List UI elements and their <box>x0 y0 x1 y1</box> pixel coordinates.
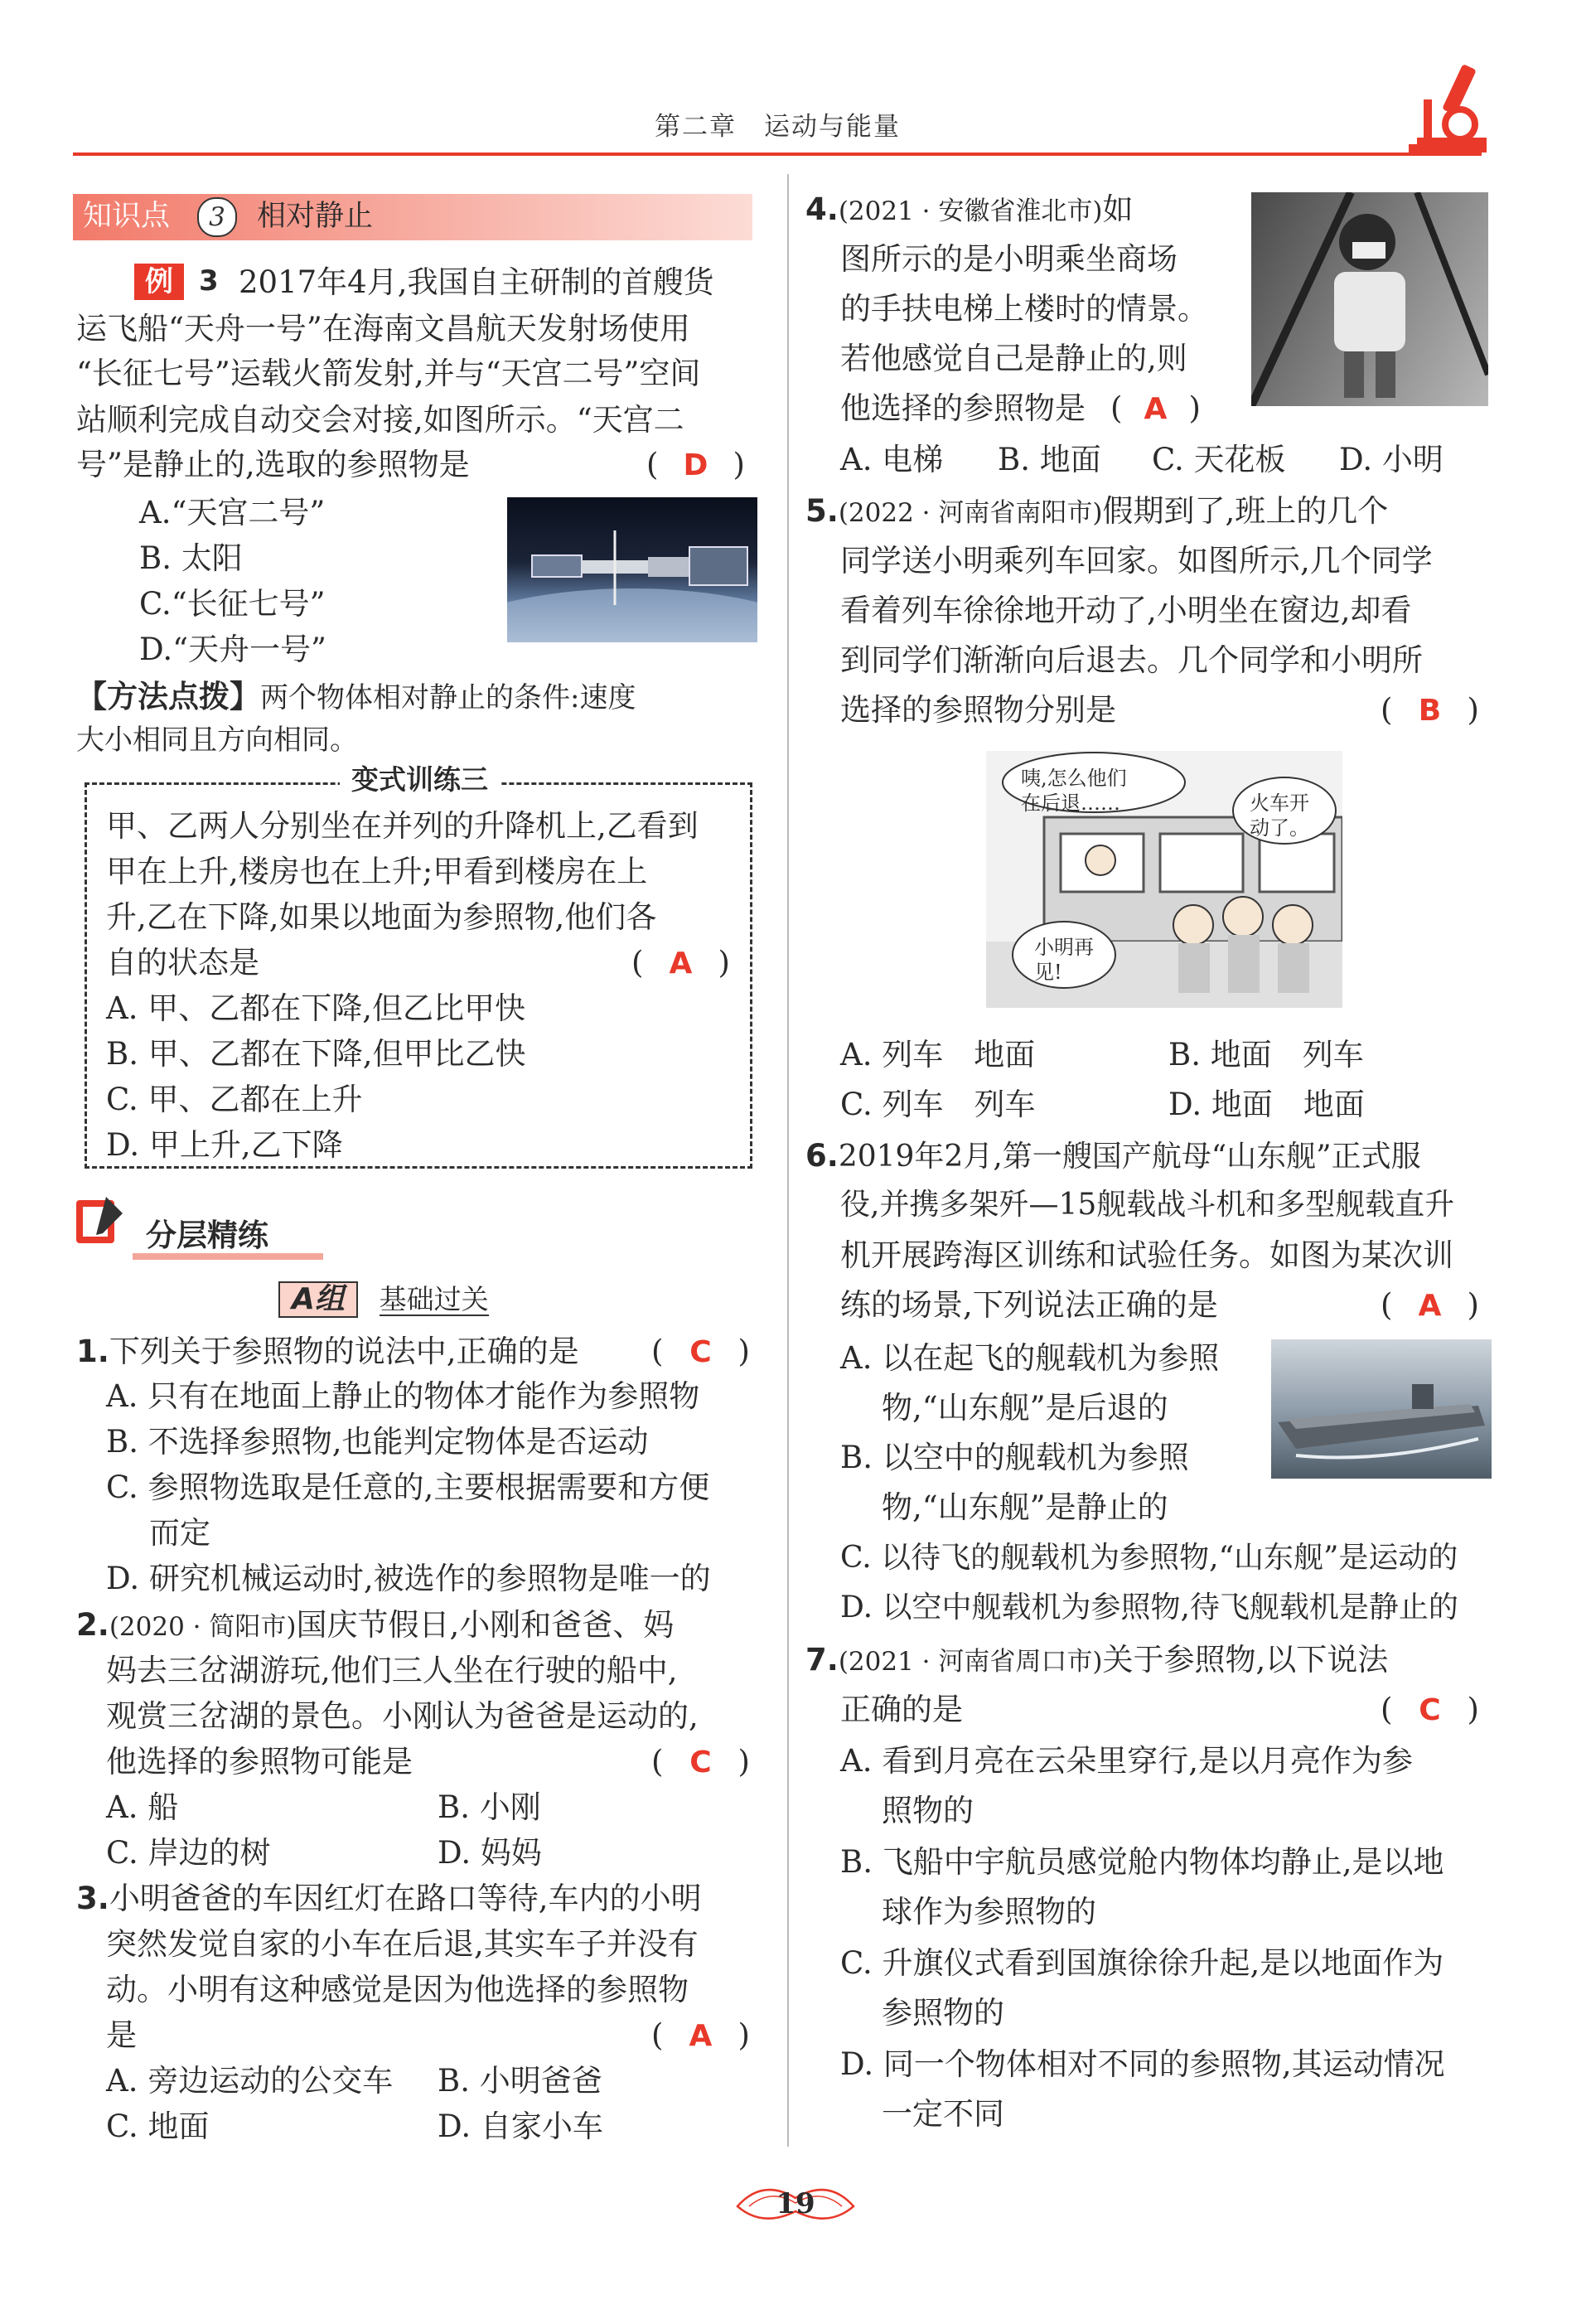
answer-slot: ( A ) <box>631 945 730 980</box>
question-stem: 关于参照物,以下说法 <box>1102 1642 1389 1678</box>
question-line: 机开展跨海区训练和试验任务。如图为某次训 <box>840 1237 1453 1273</box>
question-4 <box>805 191 1134 227</box>
answer-value: A <box>689 2019 713 2053</box>
example-badge: 例 <box>134 264 184 300</box>
escalator-photo <box>1251 192 1488 406</box>
method-tip <box>76 681 636 712</box>
question-line: 妈去三岔湖游玩,他们三人坐在行驶的船中, <box>106 1653 678 1688</box>
speech-bubble <box>1250 791 1309 840</box>
question-stem: 下列关于参照物的说法中,正确的是 <box>109 1334 579 1369</box>
space-station-photo <box>507 497 757 642</box>
question-source: (2022 · 河南省南阳市) <box>838 498 1103 528</box>
option-b: B. 太阳 <box>139 540 243 576</box>
option-d: D. 小明 <box>1339 442 1444 477</box>
answer-slot: ( A ) <box>1381 1287 1479 1323</box>
speech-bubble <box>1034 935 1094 985</box>
speech-text: 咦,怎么他们 <box>1021 767 1127 790</box>
example-line: 运飞船“天舟一号”在海南文昌航天发射场使用 <box>76 311 690 346</box>
question-stem: 假期到了,班上的几个 <box>1102 493 1389 529</box>
question-6 <box>805 1140 1421 1172</box>
page-footer <box>721 2173 870 2231</box>
question-5 <box>805 493 1389 529</box>
variant-line: 甲在上升,楼房也在上升;甲看到楼房在上 <box>106 854 648 889</box>
option-a: A. 只有在地面上静止的物体才能作为参照物 <box>106 1378 700 1414</box>
column-divider <box>787 174 789 2147</box>
option-c: C. 以待飞的舰载机为参照物,“山东舰”是运动的 <box>840 1541 1458 1575</box>
question-line: 同学送小明乘列车回家。如图所示,几个同学 <box>840 543 1433 579</box>
question-number: 7. <box>805 1642 839 1678</box>
question-source: (2021 · 河南省周口市) <box>838 1647 1103 1677</box>
speech-text: 火车开 <box>1250 792 1309 815</box>
option-d-cont: 一定不同 <box>882 2096 1004 2132</box>
question-line: 练的场景,下列说法正确的是 <box>840 1287 1218 1323</box>
question-number: 2. <box>76 1607 109 1643</box>
option-d: D. 甲上升,乙下降 <box>106 1127 343 1163</box>
question-3 <box>76 1883 702 1914</box>
option-b: B. 甲、乙都在下降,但甲比乙快 <box>106 1036 526 1072</box>
question-7 <box>805 1642 1389 1678</box>
question-number: 4. <box>805 191 839 227</box>
option-b: B. 小刚 <box>438 1789 541 1825</box>
option-c: C.“长征七号” <box>139 586 326 622</box>
example-line: “长征七号”运载火箭发射,并与“天宫二号”空间 <box>76 356 701 391</box>
speech-text: 在后退…… <box>1021 792 1120 815</box>
question-line: 选择的参照物分别是 <box>840 692 1116 728</box>
option-c: C. 甲、乙都在上升 <box>106 1082 363 1117</box>
example-line: 号”是静止的,选取的参照物是 <box>76 447 470 482</box>
option-d: D. 以空中舰载机为参照物,待飞舰载机是静止的 <box>840 1590 1458 1624</box>
option-b: B. 不选择参照物,也能判定物体是否运动 <box>106 1424 649 1460</box>
question-line: 的手扶电梯上楼时的情景。 <box>840 291 1208 327</box>
answer-value: C <box>1419 1693 1441 1727</box>
answer-slot: ( A ) <box>651 2017 750 2053</box>
question-1 <box>76 1336 579 1367</box>
answer-value: A <box>669 947 693 980</box>
question-source: (2021 · 安徽省淮北市) <box>838 196 1103 226</box>
question-line: 若他感觉自己是静止的,则 <box>840 341 1187 376</box>
right-column <box>796 0 1591 2155</box>
group-label <box>278 1281 544 1319</box>
answer-value: B <box>1418 694 1442 728</box>
question-line: 他选择的参照物可能是 <box>106 1744 413 1779</box>
option-d: D. 妈妈 <box>438 1835 542 1871</box>
speech-bubble <box>1021 766 1127 816</box>
answer-value: C <box>689 1335 712 1369</box>
option-c: C. 列车 列车 <box>840 1087 1036 1122</box>
question-line: 观赏三岔湖的景色。小刚认为爸爸是运动的, <box>106 1698 699 1734</box>
section-title: 相对静止 <box>257 200 374 233</box>
option-c: C. 地面 <box>106 2109 210 2144</box>
practice-title: 分层精练 <box>146 1218 268 1253</box>
variant-title: 变式训练三 <box>340 766 500 793</box>
option-c: C. 升旗仪式看到国旗徐徐升起,是以地面作为 <box>840 1945 1444 1981</box>
answer-value: D <box>683 448 708 482</box>
speech-text: 小明再 <box>1034 936 1094 959</box>
variant-line: 甲、乙两人分别坐在并列的升降机上,乙看到 <box>106 808 699 844</box>
option-b: B. 地面 <box>998 442 1101 477</box>
option-c: C. 岸边的树 <box>106 1835 271 1871</box>
option-a: A. 旁边运动的公交车 <box>106 2063 394 2099</box>
question-number: 1. <box>76 1334 109 1369</box>
answer-slot: ( C ) <box>651 1334 750 1369</box>
question-number: 5. <box>805 493 839 529</box>
option-d: D. 同一个物体相对不同的参照物,其运动情况 <box>840 2046 1445 2082</box>
example-number: 3 <box>199 264 219 298</box>
question-stem: 小明爸爸的车因红灯在路口等待,车内的小明 <box>109 1881 702 1916</box>
section-number-badge: 3 <box>197 197 237 237</box>
option-a-cont: 物,“山东舰”是后退的 <box>882 1390 1168 1426</box>
practice-icon <box>73 1193 126 1248</box>
option-a: A. 看到月亮在云朵里穿行,是以月亮作为参 <box>840 1743 1414 1779</box>
question-line: 看着列车徐徐地开动了,小明坐在窗边,却看 <box>840 593 1412 628</box>
option-b: B. 地面 列车 <box>1168 1037 1364 1072</box>
chapter-title: 第二章 运动与能量 <box>655 112 901 142</box>
section-label: 知识点 <box>83 200 171 233</box>
question-number: 3. <box>76 1881 109 1916</box>
option-a: A. 船 <box>106 1789 179 1825</box>
option-b: B. 小明爸爸 <box>438 2063 602 2099</box>
example-line: 站顺利完成自动交会对接,如图所示。“天宫二 <box>76 402 684 438</box>
answer-value: A <box>1418 1289 1442 1323</box>
practice-underline <box>133 1253 323 1260</box>
question-line: 是 <box>106 2017 137 2053</box>
option-d: D. 研究机械运动时,被选作的参照物是唯一的 <box>106 1561 711 1596</box>
variant-line: 自的状态是 <box>106 945 259 980</box>
group-name: A组 <box>278 1281 358 1318</box>
variant-line: 升,乙在下降,如果以地面为参照物,他们各 <box>106 899 657 935</box>
question-number: 6. <box>805 1138 839 1174</box>
answer-slot: ( A ) <box>1110 390 1201 426</box>
question-line: 图所示的是小明乘坐商场 <box>840 241 1178 277</box>
option-b-cont: 球作为参照物的 <box>882 1894 1096 1929</box>
answer-slot: ( C ) <box>651 1744 750 1779</box>
option-d: D.“天舟一号” <box>139 632 326 667</box>
option-b: B. 飞船中宇航员感觉舱内物体均静止,是以地 <box>840 1844 1444 1880</box>
example-line: 2017年4月,我国自主研制的首艘货 <box>239 264 714 300</box>
question-stem: 如 <box>1102 191 1134 227</box>
option-a: A. 电梯 <box>840 442 944 477</box>
option-c-cont: 而定 <box>149 1515 210 1551</box>
answer-slot: ( D ) <box>646 447 745 482</box>
option-a: A.“天宫二号” <box>139 495 326 530</box>
aircraft-carrier-photo <box>1271 1339 1492 1479</box>
answer-slot: ( B ) <box>1381 692 1479 728</box>
question-line: 役,并携多架歼—15舰载战斗机和多型舰载直升 <box>840 1188 1455 1222</box>
speech-text: 见! <box>1034 961 1062 984</box>
method-text-2: 大小相同且方向相同。 <box>76 724 358 757</box>
question-line: 动。小明有这种感觉是因为他选择的参照物 <box>106 1972 689 2007</box>
left-column <box>0 0 796 2155</box>
speech-text: 动了。 <box>1250 816 1309 840</box>
option-d: D. 自家小车 <box>438 2109 603 2144</box>
option-a: A. 甲、乙都在下降,但乙比甲快 <box>106 990 526 1026</box>
question-line: 到同学们渐渐向后退去。几个同学和小明所 <box>840 642 1423 678</box>
answer-value: A <box>1144 392 1168 426</box>
answer-slot: ( C ) <box>1381 1692 1479 1727</box>
group-subtitle: 基础过关 <box>379 1283 489 1315</box>
option-b-cont: 物,“山东舰”是静止的 <box>882 1489 1168 1525</box>
method-text: 两个物体相对静止的条件:速度 <box>260 681 636 714</box>
option-c: C. 参照物选取是任意的,主要根据需要和方便 <box>106 1469 710 1505</box>
question-2 <box>76 1607 675 1643</box>
question-line: 他选择的参照物是 <box>840 390 1086 426</box>
option-c: C. 天花板 <box>1152 442 1286 477</box>
option-b: B. 以空中的舰载机为参照 <box>840 1440 1189 1475</box>
option-a: A. 列车 地面 <box>840 1037 1036 1072</box>
option-d: D. 地面 地面 <box>1168 1087 1365 1122</box>
option-c-cont: 参照物的 <box>882 1995 1004 2031</box>
question-line: 正确的是 <box>840 1692 963 1727</box>
question-source: (2020 · 简阳市) <box>109 1612 297 1642</box>
question-line: 突然发觉自家的小车在后退,其实车子并没有 <box>106 1926 699 1962</box>
method-label: 【方法点拨】 <box>76 679 260 714</box>
section-header <box>73 194 752 240</box>
option-a: A. 以在起飞的舰载机为参照 <box>840 1340 1220 1376</box>
question-stem: 2019年2月,第一艘国产航母“山东舰”正式服 <box>838 1140 1421 1174</box>
answer-value: C <box>689 1745 712 1779</box>
page-number: 19 <box>776 2187 815 2220</box>
train-cartoon <box>986 751 1342 1008</box>
question-stem: 国庆节假日,小刚和爸爸、妈 <box>296 1607 675 1643</box>
option-a-cont: 照物的 <box>882 1793 974 1828</box>
